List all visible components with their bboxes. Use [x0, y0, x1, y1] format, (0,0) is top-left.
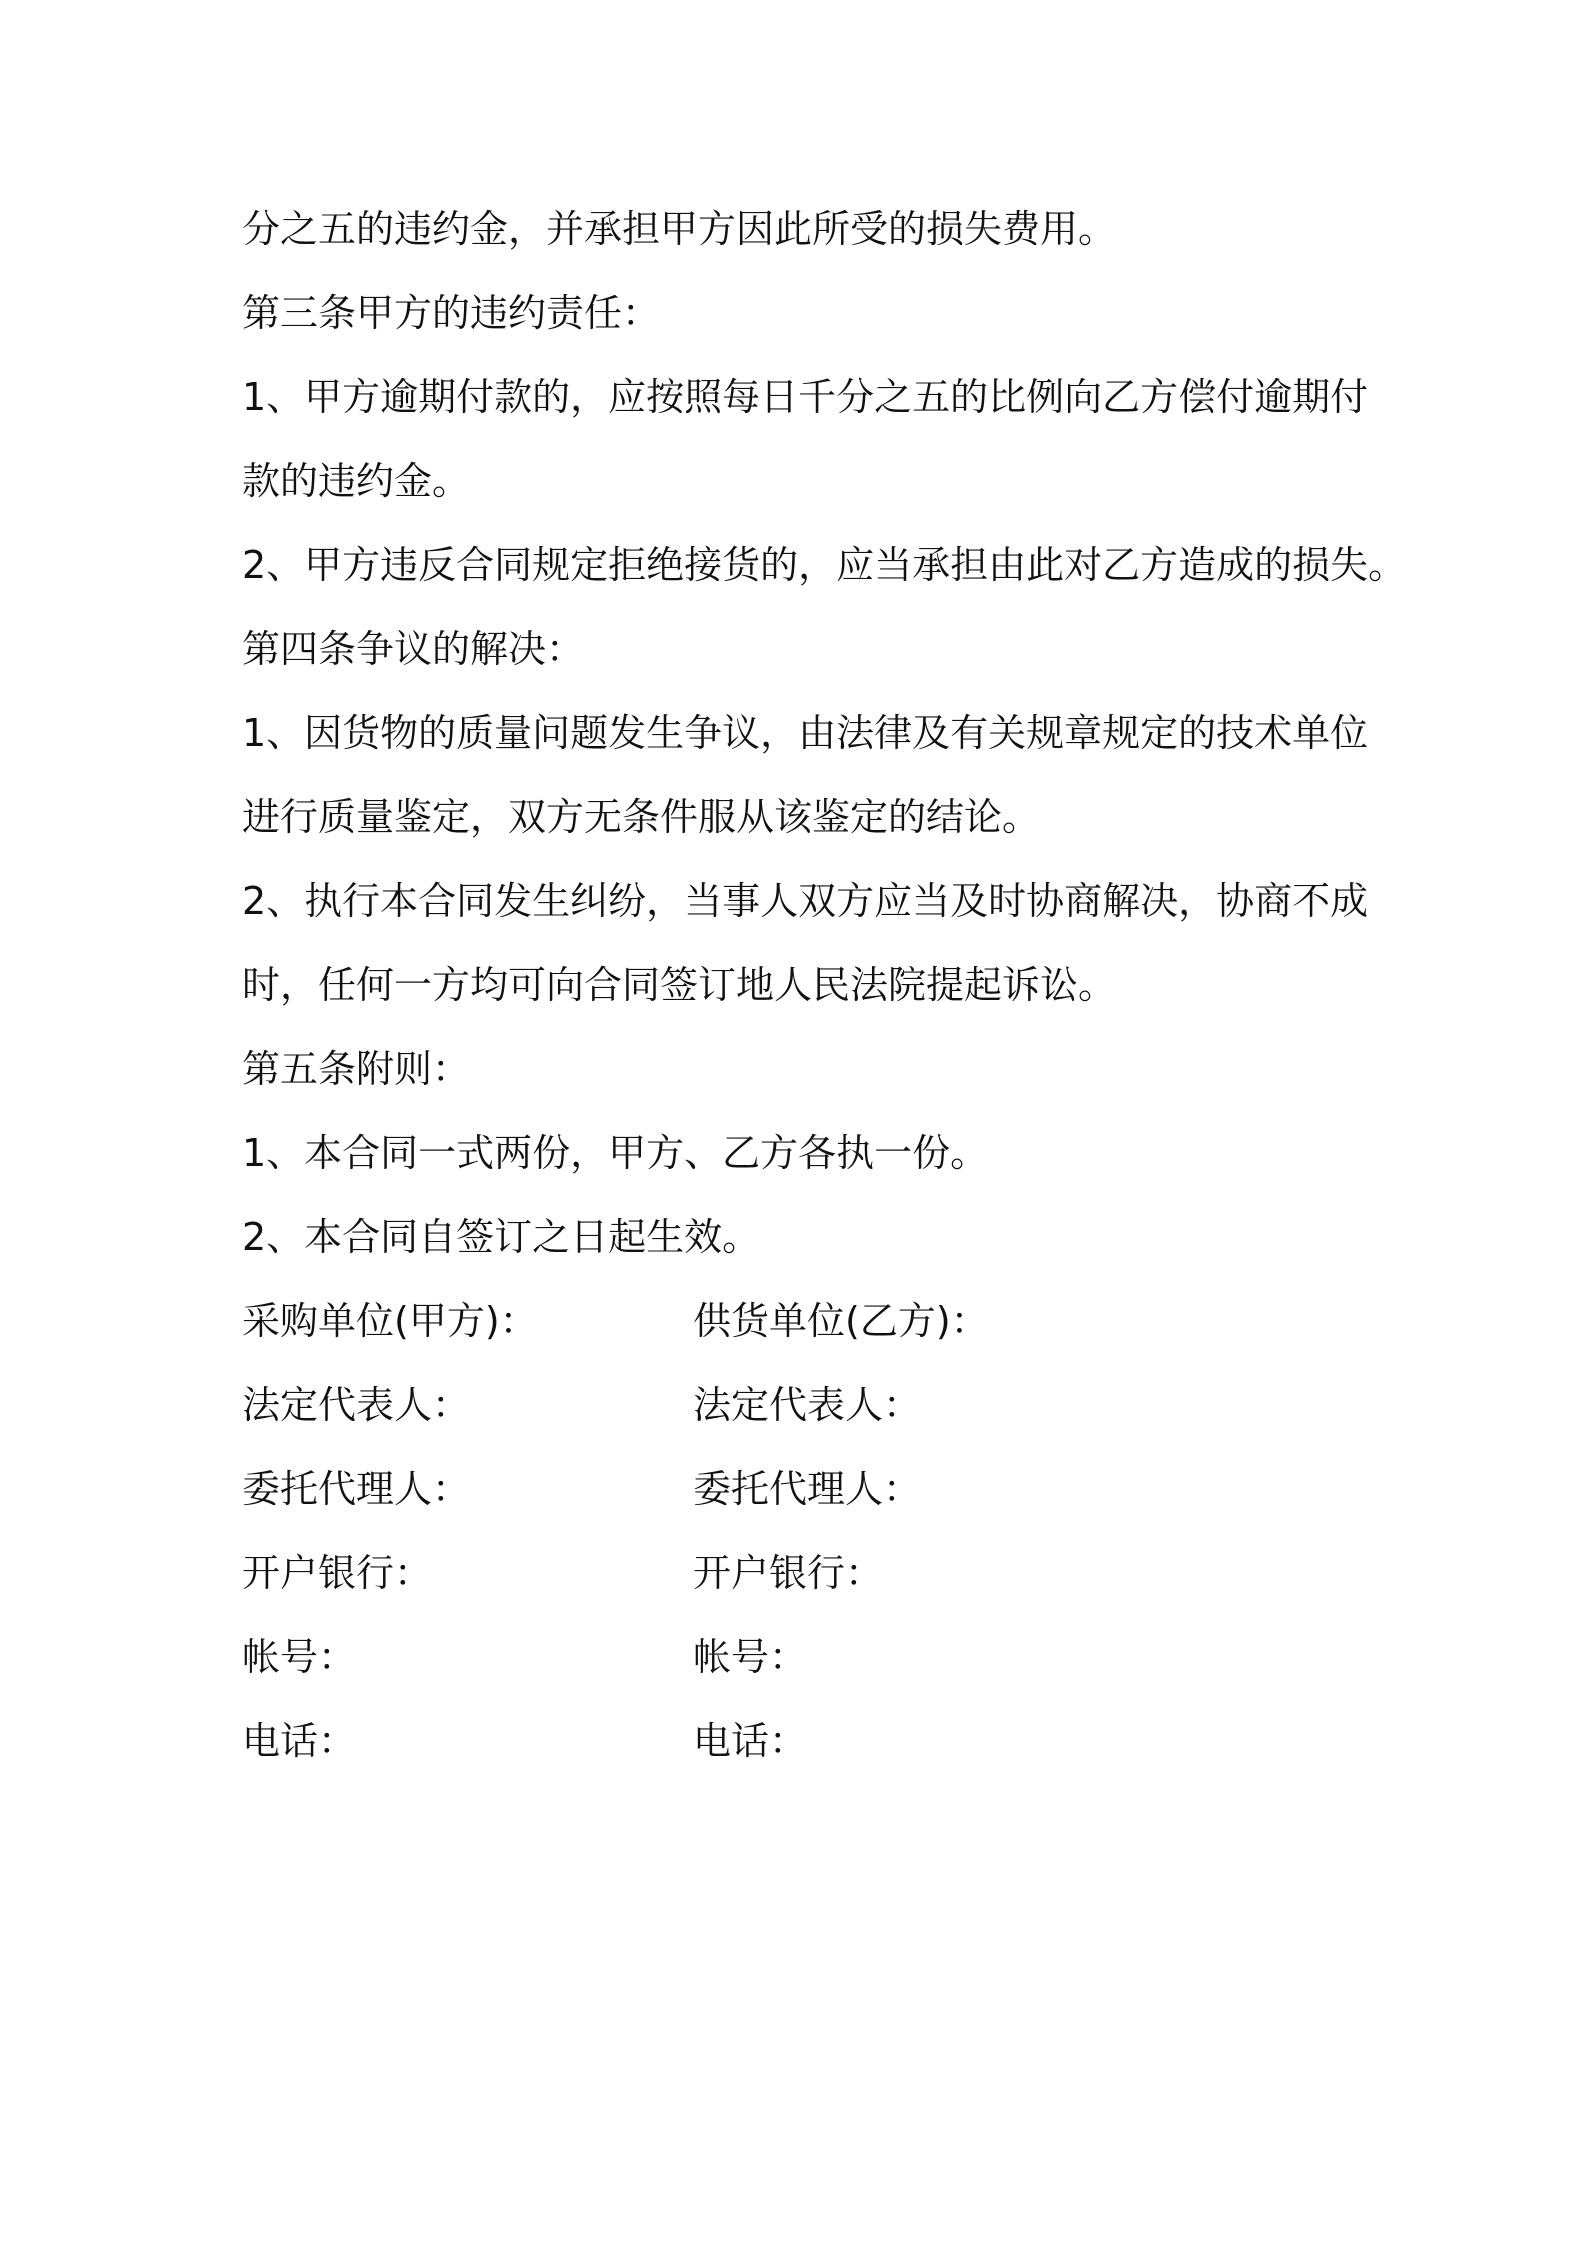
- paragraph-line: 分之五的违约金，并承担甲方因此所受的损失费用。: [242, 207, 1117, 251]
- paragraph-line: 2、本合同自签订之日起生效。: [242, 1215, 761, 1259]
- article-heading: 第三条甲方的违约责任：: [242, 291, 661, 335]
- signature-row: [242, 1381, 1342, 1429]
- article-heading: 第五条附则：: [242, 1047, 471, 1091]
- supplier-unit-label: 供货单位(乙方)：: [693, 1299, 989, 1343]
- paragraph-line: 2、甲方违反合同规定拒绝接货的，应当承担由此对乙方造成的损失。: [242, 543, 1407, 587]
- buyer-unit-label: 采购单位(甲方)：: [242, 1299, 538, 1343]
- signature-row: [242, 1633, 1342, 1681]
- signature-row: [242, 1717, 1342, 1765]
- paragraph-line: 1、本合同一式两份，甲方、乙方各执一份。: [242, 1131, 989, 1175]
- supplier-agent-label: 委托代理人：: [693, 1467, 922, 1511]
- supplier-legal-rep-label: 法定代表人：: [693, 1383, 922, 1427]
- article-heading: 第四条争议的解决：: [242, 627, 585, 671]
- paragraph-line: 进行质量鉴定，双方无条件服从该鉴定的结论。: [242, 795, 1041, 839]
- paragraph-line: 2、执行本合同发生纠纷，当事人双方应当及时协商解决，协商不成: [242, 879, 1369, 923]
- buyer-legal-rep-label: 法定代表人：: [242, 1383, 471, 1427]
- paragraph-line: 1、甲方逾期付款的，应按照每日千分之五的比例向乙方偿付逾期付: [242, 375, 1369, 419]
- buyer-agent-label: 委托代理人：: [242, 1467, 471, 1511]
- signature-row: [242, 1549, 1342, 1597]
- signature-row: [242, 1297, 1342, 1345]
- buyer-account-label: 帐号：: [242, 1635, 357, 1679]
- supplier-account-label: 帐号：: [693, 1635, 808, 1679]
- paragraph-line: 1、因货物的质量问题发生争议，由法律及有关规章规定的技术单位: [242, 711, 1369, 755]
- paragraph-line: 款的违约金。: [242, 459, 471, 503]
- supplier-bank-label: 开户银行：: [693, 1551, 884, 1595]
- paragraph-line: 时，任何一方均可向合同签订地人民法院提起诉讼。: [242, 963, 1117, 1007]
- supplier-phone-label: 电话：: [693, 1719, 808, 1763]
- buyer-phone-label: 电话：: [242, 1719, 357, 1763]
- signature-row: [242, 1465, 1342, 1513]
- buyer-bank-label: 开户银行：: [242, 1551, 433, 1595]
